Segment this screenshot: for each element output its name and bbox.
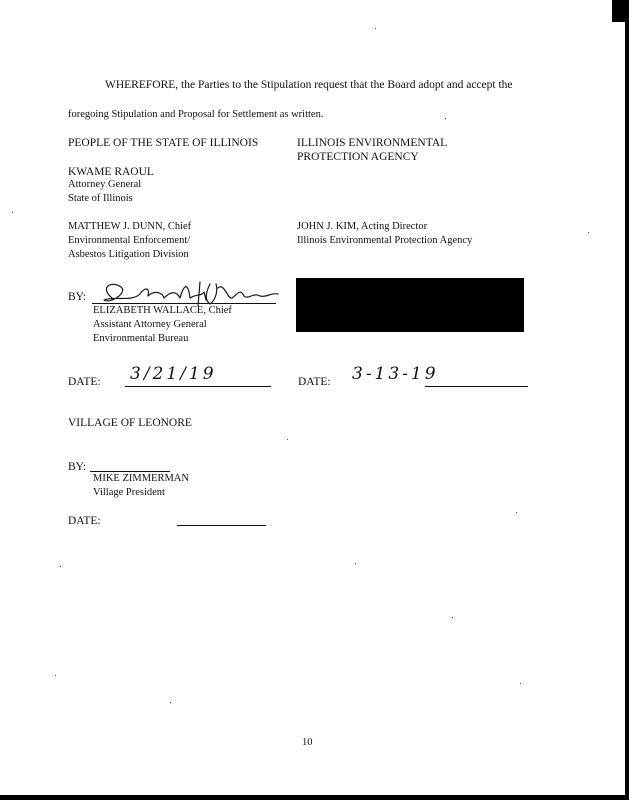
attorney-general-name: KWAME RAOUL	[68, 166, 154, 178]
scan-speck	[445, 118, 446, 119]
party-people-of-illinois: PEOPLE OF THE STATE OF ILLINOIS	[68, 137, 259, 149]
scan-speck	[355, 563, 356, 564]
signer-name: ELIZABETH WALLACE, Chief	[93, 305, 232, 316]
scan-edge-right	[612, 0, 629, 22]
date-label-left: DATE:	[68, 376, 101, 388]
division-chief-name: MATTHEW J. DUNN, Chief	[68, 221, 192, 232]
date-label-village: DATE:	[68, 515, 101, 527]
party-village-of-leonore: VILLAGE OF LEONORE	[68, 417, 192, 429]
party-illinois-epa-line2: PROTECTION AGENCY	[297, 151, 419, 163]
director-name: JOHN J. KIM, Acting Director	[297, 221, 428, 232]
scan-speck	[520, 683, 521, 684]
attorney-general-title: Attorney General	[68, 179, 142, 190]
scan-speck	[375, 28, 376, 29]
scan-speck	[452, 617, 453, 618]
date-line-village	[177, 525, 266, 526]
redacted-signature-block	[296, 278, 524, 332]
scan-speck	[170, 702, 171, 703]
scan-edge-bottom	[0, 795, 629, 800]
wherefore-paragraph-line1: WHEREFORE, the Parties to the Stipulation request that the Board adopt and accept the	[105, 79, 513, 91]
date-line-right	[425, 386, 528, 387]
village-signer-title: Village President	[93, 487, 165, 498]
scan-speck	[60, 566, 61, 567]
scan-speck	[287, 439, 288, 440]
division-name-line2: Asbestos Litigation Division	[68, 249, 189, 260]
date-label-right: DATE:	[298, 376, 331, 388]
handwritten-date-left: 3/21/19	[130, 364, 217, 384]
handwritten-date-right: 3-13-19	[352, 364, 439, 384]
scan-speck	[516, 512, 517, 513]
by-label-left: BY:	[68, 291, 87, 303]
signer-title-line2: Environmental Bureau	[93, 333, 189, 344]
scan-speck	[12, 212, 13, 213]
scan-edge-right-lower	[625, 22, 629, 800]
by-label-village: BY:	[68, 461, 87, 473]
wherefore-paragraph-line2: foregoing Stipulation and Proposal for Settlement as written.	[68, 109, 324, 120]
scan-speck	[588, 232, 589, 233]
attorney-general-state: State of Illinois	[68, 193, 133, 204]
village-signer-name: MIKE ZIMMERMAN	[93, 473, 189, 484]
page-number: 10	[302, 737, 313, 748]
scan-speck	[55, 675, 56, 676]
party-illinois-epa-line1: ILLINOIS ENVIRONMENTAL	[297, 137, 448, 149]
division-name-line1: Environmental Enforcement/	[68, 235, 191, 246]
director-agency: Illinois Environmental Protection Agency	[297, 235, 473, 246]
signer-title-line1: Assistant Attorney General	[93, 319, 207, 330]
date-line-left	[125, 386, 271, 387]
